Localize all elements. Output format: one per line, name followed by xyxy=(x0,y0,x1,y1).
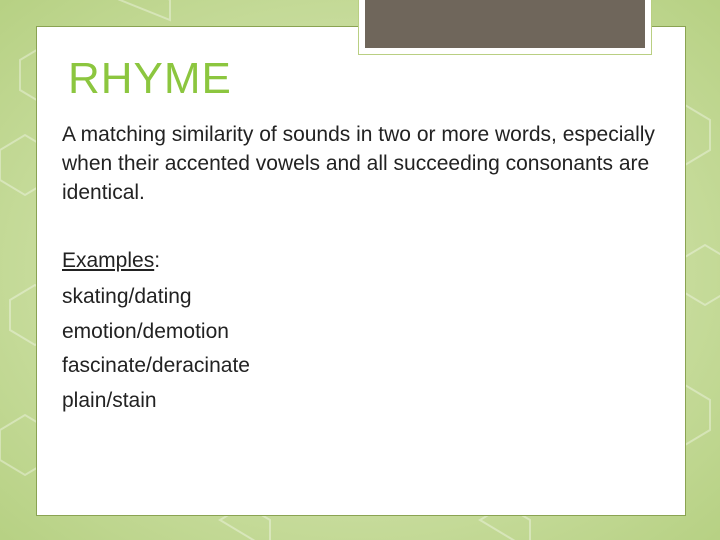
list-item: plain/stain xyxy=(62,388,157,412)
definition-text: A matching similarity of sounds in two or more words, especially when their accented vowels and all succeeding consonants are identical. xyxy=(62,123,655,204)
list-item: skating/dating xyxy=(62,285,192,308)
examples-colon: : xyxy=(154,249,161,272)
list-item: emotion/demotion xyxy=(62,319,229,343)
examples-label: Examples xyxy=(62,249,155,272)
list-item: fascinate/deracinate xyxy=(62,354,250,377)
title-tab xyxy=(358,0,652,55)
examples-heading xyxy=(62,246,160,275)
examples-list xyxy=(62,280,250,418)
slide-title: RHYME xyxy=(68,54,232,103)
title-tab-block xyxy=(365,0,645,48)
